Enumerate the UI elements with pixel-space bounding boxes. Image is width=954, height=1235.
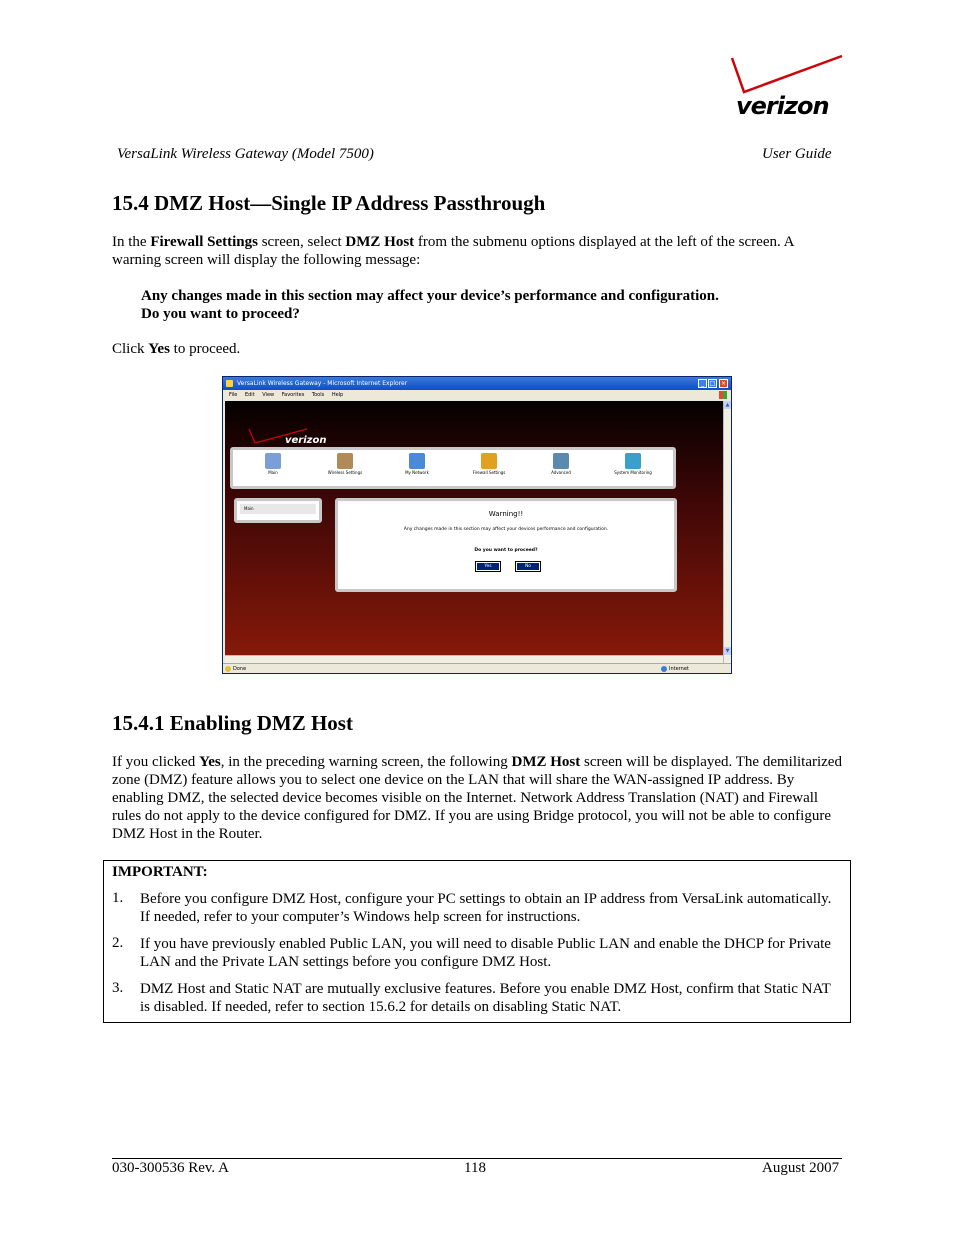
gateway-verizon-logo xyxy=(247,427,337,449)
gateway-logo-text: verizon xyxy=(285,435,327,446)
dmz-bold-dmz-host: DMZ Host xyxy=(511,754,581,770)
intro-text-1: In the xyxy=(112,234,151,250)
menu-favorites[interactable]: Favorites xyxy=(281,392,305,398)
firewall-icon xyxy=(481,453,497,469)
vertical-scrollbar[interactable] xyxy=(723,401,731,663)
ie-icon xyxy=(226,380,233,387)
header-doc-title: VersaLink Wireless Gateway (Model 7500) xyxy=(117,146,374,162)
warning-title: Warning!! xyxy=(488,510,524,518)
warning-message-line1: Any changes made in this section may affect your device’s performance and configuration. xyxy=(141,288,719,304)
horizontal-scrollbar[interactable] xyxy=(225,655,723,663)
page-done-icon xyxy=(225,666,231,672)
important-item-1-number: 1. xyxy=(112,890,124,906)
nav-advanced-label: Advanced xyxy=(551,470,571,475)
advanced-icon xyxy=(553,453,569,469)
nav-wireless-label: Wireless Settings xyxy=(327,470,363,475)
nav-main-label: Main xyxy=(268,470,278,475)
yes-button[interactable]: Yes xyxy=(476,562,500,571)
scroll-up-icon[interactable]: ▲ xyxy=(725,402,730,408)
minimize-icon[interactable]: _ xyxy=(698,379,707,388)
logo-wordmark xyxy=(736,92,829,120)
important-title: IMPORTANT: xyxy=(112,864,208,880)
status-zone: Internet xyxy=(669,666,689,672)
monitor-icon xyxy=(625,453,641,469)
header-guide-label: User Guide xyxy=(762,146,832,162)
browser-menubar xyxy=(223,390,731,400)
warning-question: Do you want to proceed? xyxy=(474,548,538,553)
dmz-text-3: screen will be displayed. The demilitarized zone (DMZ) feature allows you to select one device on the LAN that will share the WAN-assigned IP address. By enabling DMZ, the selected device becomes visible on the Internet. Network Address Translation (NAT) and Firewall rules do not apply to the device configured for DMZ. If you are using Bridge protocol, you will not be able to configure DMZ Host in the Router. xyxy=(112,754,842,842)
menu-file[interactable]: File xyxy=(229,392,238,398)
important-item-3-text: DMZ Host and Static NAT are mutually exclusive features. Before you enable DMZ Host, confirm that Static NAT is disabled. If needed, refer to section 15.6.2 for details on disabling Static NAT. xyxy=(140,981,831,1015)
footer-divider xyxy=(112,1158,842,1159)
intro-bold-2: DMZ Host xyxy=(345,234,415,250)
footer-page-number: 118 xyxy=(464,1160,486,1176)
dmz-text-1: If you clicked xyxy=(112,754,200,770)
menu-help[interactable]: Help xyxy=(331,392,344,398)
menu-tools[interactable]: Tools xyxy=(311,392,325,398)
section-heading-15-4: 15.4 DMZ Host—Single IP Address Passthrough xyxy=(112,191,546,215)
no-button[interactable]: No xyxy=(516,562,540,571)
click-yes-paragraph xyxy=(112,340,842,358)
warning-text: Any changes made in this section may affect your devices performance and configuration. xyxy=(403,527,609,532)
intro-bold-1: Firewall Settings xyxy=(150,234,258,250)
dmz-bold-yes: Yes xyxy=(199,754,221,770)
side-item-main[interactable]: Main xyxy=(240,504,316,514)
browser-window-title: VersaLink Wireless Gateway - Microsoft Internet Explorer xyxy=(237,380,408,387)
click-bold-yes: Yes xyxy=(148,341,170,357)
click-text-2: to proceed. xyxy=(169,341,241,357)
main-icon xyxy=(265,453,281,469)
intro-text-3: from the submenu options displayed at the left of the screen. A warning screen will display the following message: xyxy=(112,234,794,268)
internet-zone-icon xyxy=(661,666,667,672)
gateway-warning-panel xyxy=(335,498,677,592)
dmz-description-paragraph xyxy=(112,753,842,843)
network-icon xyxy=(409,453,425,469)
nav-network-label: My Network xyxy=(405,470,429,475)
footer-date: August 2007 xyxy=(762,1160,840,1176)
browser-viewport xyxy=(225,401,723,663)
important-item-2-number: 2. xyxy=(112,935,124,951)
logo-text: verizon xyxy=(736,92,829,120)
browser-screenshot xyxy=(222,376,732,674)
windows-logo-icon xyxy=(719,391,727,399)
browser-statusbar xyxy=(223,663,731,673)
nav-my-network[interactable] xyxy=(385,453,449,476)
intro-text-2: screen, select xyxy=(257,234,346,250)
browser-titlebar xyxy=(223,377,731,390)
click-text-1: Click xyxy=(112,341,149,357)
nav-firewall-settings[interactable] xyxy=(457,453,521,476)
dmz-text-2: , in the preceding warning screen, the following xyxy=(220,754,512,770)
warning-message-line2: Do you want to proceed? xyxy=(141,306,300,322)
intro-paragraph xyxy=(112,233,842,269)
scroll-down-icon[interactable]: ▼ xyxy=(725,648,730,654)
important-item-2-text: If you have previously enabled Public LAN, you will need to disable Public LAN and enable the DHCP for Private LAN and the Private LAN settings before you configure DMZ Host. xyxy=(140,936,831,970)
nav-advanced[interactable] xyxy=(529,453,593,476)
gateway-nav-bar xyxy=(230,447,676,489)
wireless-icon xyxy=(337,453,353,469)
section-heading-15-4-1: 15.4.1 Enabling DMZ Host xyxy=(112,711,353,735)
maximize-icon[interactable]: □ xyxy=(709,380,716,387)
important-item-1-text: Before you configure DMZ Host, configure your PC settings to obtain an IP address from VersaLink automatically. If needed, refer to your computer’s Windows help screen for instructions. xyxy=(140,891,832,925)
nav-monitoring-label: System Monitoring xyxy=(614,470,652,475)
nav-wireless-settings[interactable] xyxy=(313,453,377,476)
menu-edit[interactable]: Edit xyxy=(244,392,255,398)
nav-main[interactable] xyxy=(241,453,305,476)
close-icon[interactable]: × xyxy=(720,380,727,387)
nav-system-monitoring[interactable] xyxy=(601,453,665,476)
menu-view[interactable]: View xyxy=(262,392,275,398)
status-done: Done xyxy=(233,666,247,672)
nav-firewall-label: Firewall Settings xyxy=(472,470,506,475)
footer-doc-number: 030-300536 Rev. A xyxy=(112,1160,229,1176)
important-item-3-number: 3. xyxy=(112,980,124,996)
gateway-side-menu xyxy=(234,498,322,523)
verizon-logo xyxy=(728,52,844,122)
